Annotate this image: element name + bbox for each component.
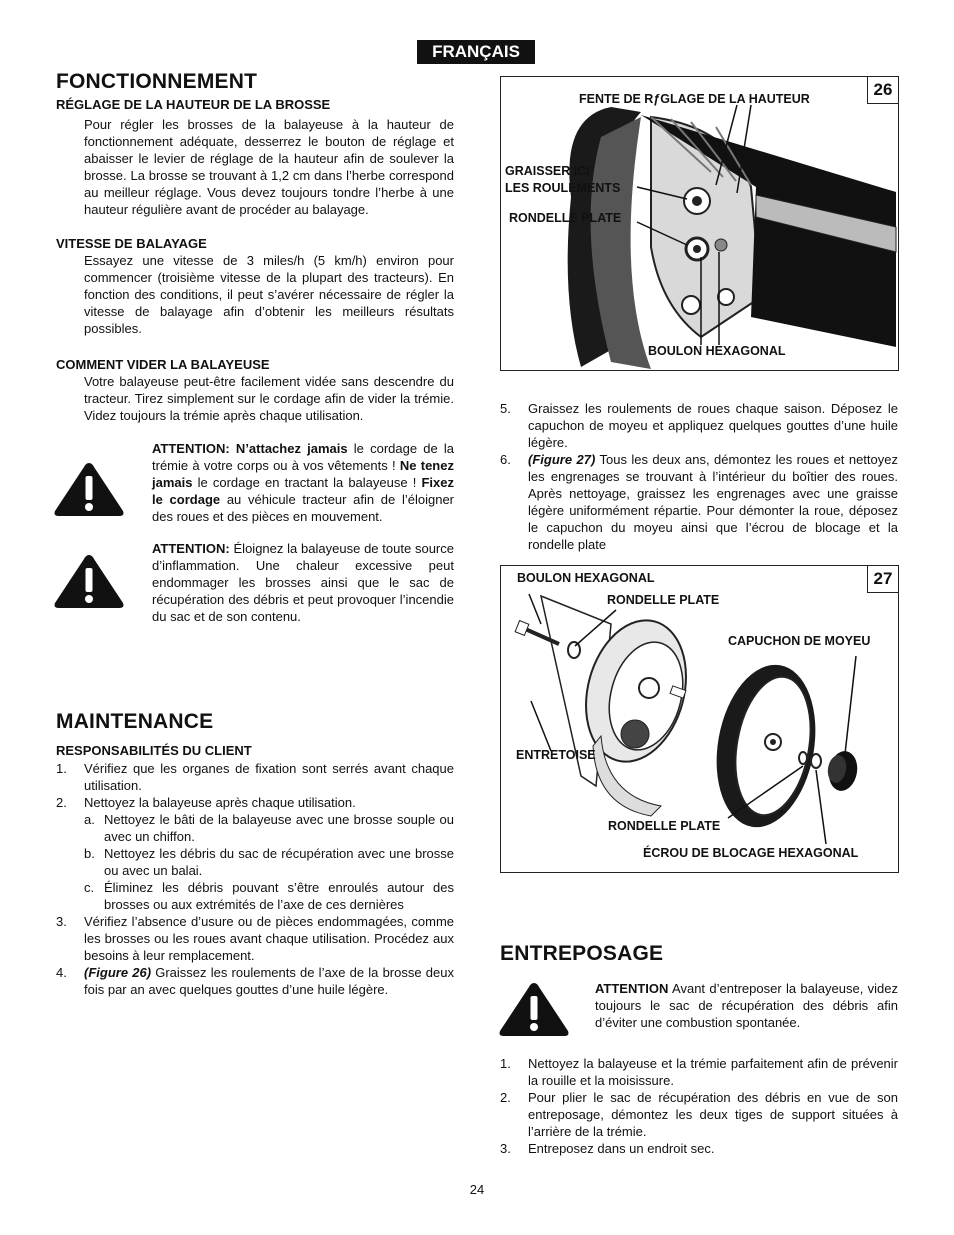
warning-1-text-a: le cordage de la trémie à votre corps ou à vos vêtements ! [152,441,455,473]
warning-1-text-b: le cordage en tractant la balayeuse ! [192,475,422,490]
maintenance-sublist [84,811,454,913]
list-item-number: 2. [56,795,67,810]
sublist-item [84,811,454,845]
warning-1-label: ATTENTION: N’attachez jamais [152,441,348,456]
sublist-item-letter: c. [84,880,95,895]
maintenance-list [56,760,454,998]
figure-26 [500,76,899,371]
list-item [500,451,898,553]
sublist-item [84,879,454,913]
sublist-item-text: Nettoyez les débris du sac de récupération avec une brosse ou avec un balai. [104,846,454,878]
label-grease-here: GRAISSER ICI [505,164,590,178]
label-flat-washer-top: RONDELLE PLATE [607,593,720,607]
warning-2 [152,540,454,625]
sublist-item-letter: a. [84,812,95,827]
label-hubcap: CAPUCHON DE MOYEU [728,634,871,648]
speed-text: Essayez une vitesse de 3 miles/h (5 km/h) environ pour commencer (troisième vitesse de la plupart des tracteurs). En fonction des conditions, il peut s’avérer nécessaire de régler la vitesse de balayage afin d’obtenir les meilleurs résultats possibles. [84,253,454,336]
storage-warning [595,980,898,1031]
list-item [500,1140,898,1157]
list-item-number: 3. [500,1141,511,1156]
warning-triangle-icon [497,980,571,1038]
warning-2-label: ATTENTION: [152,541,230,556]
warning-triangle-icon [52,552,126,610]
label-hex-lock-nut: ÉCROU DE BLOCAGE HEXAGONAL [643,846,859,860]
list-item [500,1089,898,1140]
label-spacer: ENTRETOISE [516,748,596,762]
list-item-number: 4. [56,965,67,980]
empty-heading: COMMENT VIDER LA BALAYEUSE [56,357,270,372]
figure-reference: (Figure 27) [528,452,596,467]
list-item-text: Graissez les roulements de roues chaque saison. Déposez le capuchon de moyeu et appliquez quelques gouttes d’une huile légère. [528,401,898,450]
sublist-item-letter: b. [84,846,95,861]
list-item-text: Pour plier le sac de récupération des débris en vue de son entreposage, démontez les deux tiges de support situées à l’arrière de la trémie. [528,1090,898,1139]
list-item [56,794,454,913]
list-item-text: Vérifiez que les organes de fixation sont serrés avant chaque utilisation. [84,761,454,793]
figure-26-number: 26 [867,77,898,104]
list-item-text: Nettoyez la balayeuse après chaque utilisation. [84,795,356,810]
section-title-entreposage: ENTREPOSAGE [500,942,664,965]
list-item [56,760,454,794]
section-title-maintenance: MAINTENANCE [56,710,214,733]
figure-reference: (Figure 26) [84,965,152,980]
label-flat-washer-bottom: RONDELLE PLATE [608,819,721,833]
warning-1-bold-c: Fixez le cordage [152,475,454,507]
label-hex-bolt: BOULON HEXAGONAL [648,344,786,358]
warning-1 [152,440,454,525]
maintenance-list-continued [500,400,898,553]
sublist-item-text: Nettoyez le bâti de la balayeuse avec une brosse souple ou avec un chiffon. [104,812,454,844]
sublist-item-text: Éliminez les débris pouvant s’être enroulés autour des brosses ou aux extrémités de l’axe de ces dernières [104,880,454,912]
list-item [500,400,898,451]
sublist-item [84,845,454,879]
list-item [500,1055,898,1089]
storage-list [500,1055,898,1157]
brush-height-heading: RÉGLAGE DE LA HAUTEUR DE LA BROSSE [56,97,331,112]
storage-warning-text: Avant d’entreposer la balayeuse, videz toujours le sac de récupération des débris afin d’éviter une combustion spontanée. [595,981,898,1030]
storage-warning-label: ATTENTION [595,981,669,996]
label-flat-washer: RONDELLE PLATE [509,211,622,225]
warning-1-text-c: au véhicule tracteur afin de l’éloigner des roues et des pièces en mouvement. [152,492,454,524]
list-item [56,964,454,998]
brush-height-text: Pour régler les brosses de la balayeuse à la hauteur de fonctionnement adéquate, desserrez le bouton de réglage et abaisser le levier de réglage de la hauteur afin de soulever la brosse. La brosse se trouvant à 1,2 cm dans l’herbe correspond au meilleur réglage. Vous devez toujours tondre l’herbe à une hauteur régulière avant de procéder au balayage. [84,117,454,217]
label-bearings: LES ROULEMENTS [505,181,621,195]
list-item-text: Vérifiez l’absence d’usure ou de pièces endommagées, comme les brosses ou les roues avant chaque utilisation. Procédez aux besoins à leur remplacement. [84,914,454,963]
list-item-number: 6. [500,452,511,467]
list-item-number: 3. [56,914,67,929]
list-item-number: 5. [500,401,511,416]
customer-responsibilities-heading: RESPONSABILITÉS DU CLIENT [56,743,252,758]
empty-text: Votre balayeuse peut-être facilement vidée sans descendre du tracteur. Tirez simplement sur le cordage afin de vider la trémie. Videz toujours la trémie après chaque utilisation. [84,374,454,423]
speed-heading: VITESSE DE BALAYAGE [56,236,207,251]
figure-27 [500,565,899,873]
list-item-text: Tous les deux ans, démontez les roues et nettoyez les engrenages se trouvant à l’intérieur du boîtier des roues. Après nettoyage, graissez les engrenages avec une graisse légère uniformément répartie. Pour démonter la roue, déposez le capuchon du moyeu ainsi que l’écrou de blocage et la rondelle plate [528,452,898,552]
list-item [56,913,454,964]
warning-triangle-icon [52,460,126,518]
list-item-number: 2. [500,1090,511,1105]
list-item-text: Entreposez dans un endroit sec. [528,1141,715,1156]
warning-1-bold-b: Ne tenez jamais [152,458,454,490]
list-item-number: 1. [500,1056,511,1071]
list-item-number: 1. [56,761,67,776]
page-number: 24 [469,1182,485,1197]
language-tab: FRANÇAIS [417,40,535,64]
warning-2-text: Éloignez la balayeuse de toute source d’inflammation. Une chaleur excessive peut endommager les brosses ainsi que le sac de récupération des débris et peut provoquer l’incendie du sac et de son contenu. [152,541,454,624]
list-item-text: Nettoyez la balayeuse et la trémie parfaitement afin de prévenir la rouille et la moisissure. [528,1056,898,1088]
list-item-text: Graissez les roulements de l’axe de la brosse deux fois par an avec quelques gouttes d’une huile légère. [84,965,454,997]
figure-27-number: 27 [867,566,898,593]
section-title-fonctionnement: FONCTIONNEMENT [56,70,258,93]
label-hex-bolt: BOULON HEXAGONAL [517,571,655,585]
label-height-slot: FENTE DE RƒGLAGE DE LA HAUTEUR [579,92,810,106]
